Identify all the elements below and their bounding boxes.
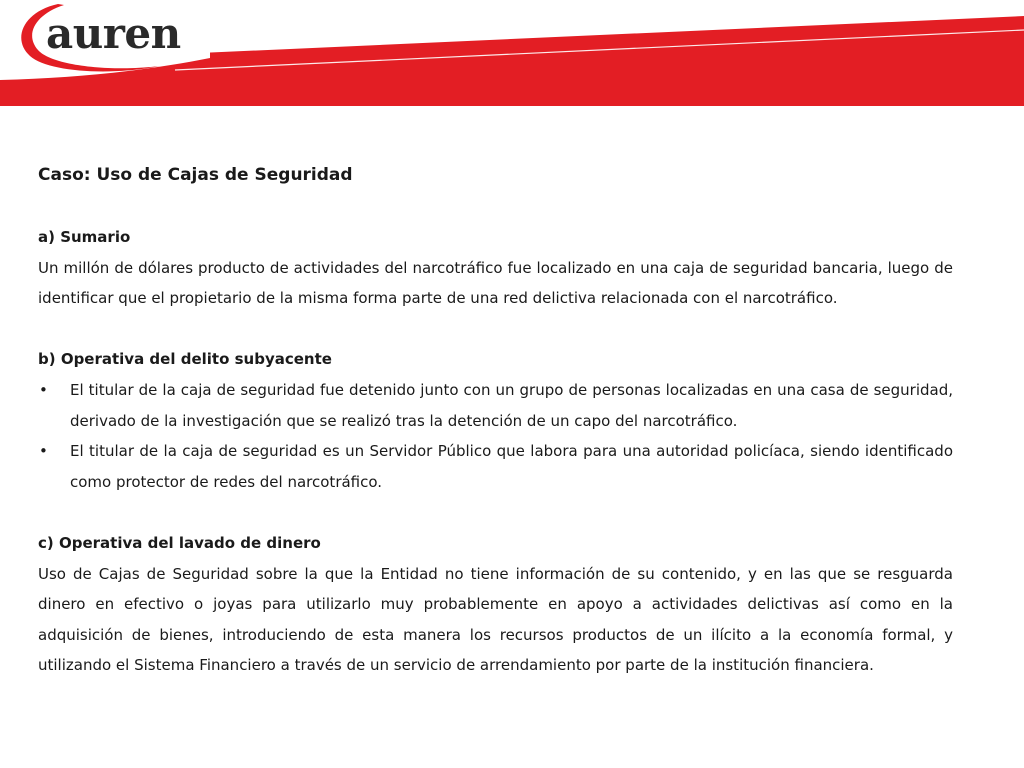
section-heading-operativa-delito: b) Operativa del delito subyacente: [38, 350, 332, 369]
bullet-list: [38, 375, 953, 497]
bullet-text: El titular de la caja de seguridad es un Servidor Público que labora para una autoridad policíaca, siendo identificado como protector de redes del narcotráfico.: [70, 442, 953, 491]
document-body: [38, 160, 953, 681]
bullet-text: El titular de la caja de seguridad fue detenido junto con un grupo de personas localizadas en una casa de seguridad, derivado de la investigación que se realizó tras la detención de un capo del narcotráfico.: [70, 380, 953, 430]
section-heading-operativa-lavado: c) Operativa del lavado de dinero: [38, 533, 321, 552]
page-title: Caso: Uso de Cajas de Seguridad: [38, 165, 353, 185]
section-paragraph-lavado: Uso de Cajas de Seguridad sobre la que la Entidad no tiene información de su contenido, y en las que se resguarda dinero en efectivo o joyas para utilizarlo muy probablemente en apoyo a actividades delictivas así como en la adquisición de bienes, introduciendo de esta manera los recursos productos de un ilícito a la economía formal, y utilizando el Sistema Financiero a través de un servicio de arrendamiento por parte de la institución financiera.: [38, 564, 953, 675]
list-item: [38, 375, 953, 436]
auren-logo: auren: [46, 9, 181, 58]
section-heading-sumario: a) Sumario: [38, 228, 131, 246]
bullet-icon: •: [39, 380, 48, 399]
list-item: [38, 436, 953, 497]
bullet-icon: •: [39, 442, 48, 461]
section-paragraph-sumario: Un millón de dólares producto de actividades del narcotráfico fue localizado en una caja de seguridad bancaria, luego de identificar que el propietario de la misma forma parte de una red delictiva relacionada con el narcotráfico.: [38, 258, 953, 308]
